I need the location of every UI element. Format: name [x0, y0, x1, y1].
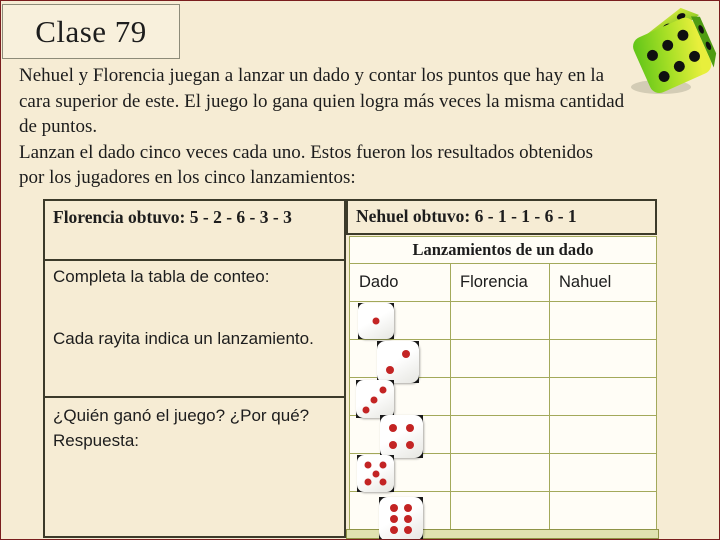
nehuel-results-text: Nehuel obtuvo: 6 - 1 - 1 - 6 - 1 — [356, 206, 577, 226]
die-pip — [389, 441, 397, 449]
tally-row-3 — [350, 378, 656, 416]
nehuel-results-cell — [346, 199, 657, 235]
tally-cell-florencia-2 — [451, 340, 550, 377]
die-face-6-icon — [379, 497, 423, 540]
title-box — [2, 4, 180, 59]
tally-table-title: Lanzamientos de un dado — [350, 237, 656, 264]
instruction-tally-meaning: Cada rayita indica un lanzamiento. — [53, 329, 314, 348]
die-pip — [402, 350, 410, 358]
die-pip — [372, 470, 379, 477]
tally-cell-florencia-1 — [451, 302, 550, 339]
tally-cell-florencia-6 — [451, 492, 550, 530]
instructions-cell — [45, 261, 344, 398]
tally-cell-nahuel-6 — [550, 492, 656, 530]
tally-table — [349, 236, 657, 531]
die-face-4-icon — [380, 415, 423, 458]
die-pip — [364, 462, 371, 469]
die-face-2-icon — [377, 341, 419, 383]
tally-cell-nahuel-2 — [550, 340, 656, 377]
intro-line-2: cara superior de este. El juego lo gana quien logra más veces la misma cantidad — [19, 90, 625, 112]
die-pip — [379, 386, 386, 393]
die-face-surface — [380, 415, 423, 458]
answer-label: Respuesta: — [53, 431, 139, 450]
die-pip — [404, 504, 412, 512]
col-header-nahuel: Nahuel — [559, 273, 612, 291]
die-pip — [373, 318, 380, 325]
tally-cell-nahuel-3 — [550, 378, 656, 415]
left-panel — [43, 199, 346, 538]
intro-line-5: por los jugadores en los cinco lanzamientos: — [19, 167, 356, 188]
intro-line-4: Lanzan el dado cinco veces cada uno. Estos fueron los resultados obtenidos — [19, 141, 594, 163]
die-pip — [406, 441, 414, 449]
die-face-1-icon — [358, 303, 394, 339]
page-title: Clase 79 — [35, 13, 147, 49]
instruction-complete-table: Completa la tabla de conteo: — [53, 267, 270, 286]
die-pip — [371, 396, 378, 403]
die-face-5-icon — [357, 455, 394, 492]
florencia-results-text: Florencia obtuvo: 5 - 2 - 6 - 3 - 3 — [53, 207, 292, 227]
tally-cell-florencia-5 — [451, 454, 550, 491]
die-face-surface — [377, 341, 419, 383]
die-pip — [362, 406, 369, 413]
tally-table-header-row — [350, 264, 656, 302]
die-pip — [364, 478, 371, 485]
intro-line-1: Nehuel y Florencia juegan a lanzar un dado y contar los puntos que hay en la — [19, 65, 605, 86]
die-pip — [404, 515, 412, 523]
die-pip — [380, 462, 387, 469]
die-pip — [390, 526, 398, 534]
tally-row-5 — [350, 454, 656, 492]
question-cell — [45, 398, 344, 458]
tally-cell-nahuel-5 — [550, 454, 656, 491]
die-pip — [390, 515, 398, 523]
die-face-surface — [379, 497, 423, 540]
die-pip — [404, 526, 412, 534]
die-pip — [380, 478, 387, 485]
florencia-results-cell — [45, 201, 344, 261]
die-face-3-icon — [356, 380, 394, 418]
die-pip — [389, 424, 397, 432]
intro-line-3: de puntos. — [19, 116, 98, 137]
tally-cell-florencia-3 — [451, 378, 550, 415]
intro-text — [19, 63, 679, 191]
tally-cell-nahuel-4 — [550, 416, 656, 453]
tally-row-1 — [350, 302, 656, 340]
die-pip — [406, 424, 414, 432]
die-pip — [390, 504, 398, 512]
die-pip — [386, 366, 394, 374]
col-header-dado: Dado — [350, 264, 451, 301]
tally-cell-florencia-4 — [451, 416, 550, 453]
tally-cell-nahuel-1 — [550, 302, 656, 339]
question-text: ¿Quién ganó el juego? ¿Por qué? — [53, 406, 310, 425]
col-header-florencia: Florencia — [451, 264, 550, 301]
